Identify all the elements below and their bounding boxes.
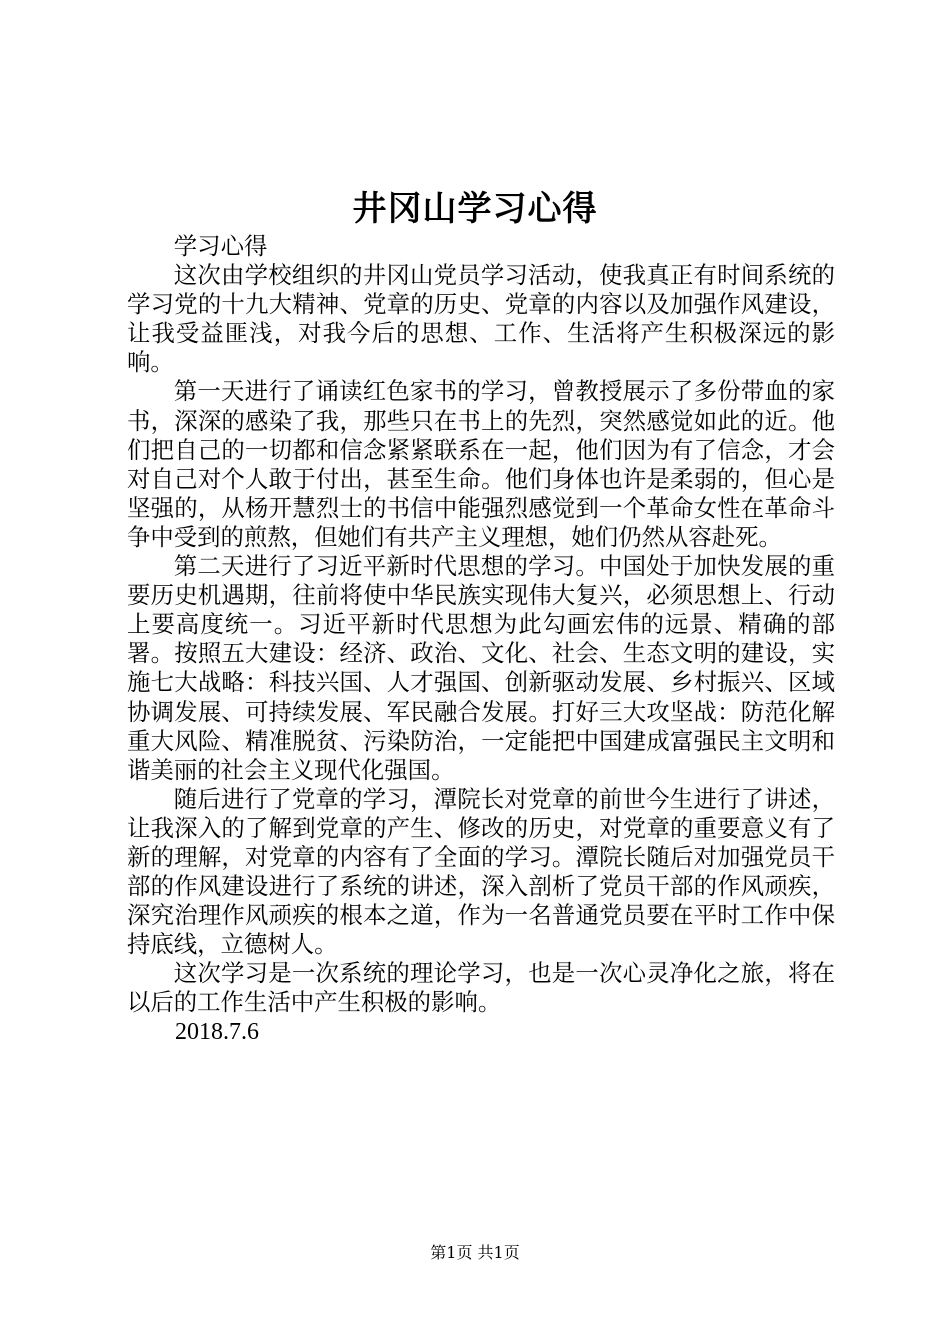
document-title: 井冈山学习心得 <box>352 189 598 229</box>
paragraph-day-two: 第二天进行了习近平新时代思想的学习。中国处于加快发展的重要历史机遇期，往前将使中华民族实现伟大复兴，必须思想上、行动上要高度统一。习近平新时代思想为此勾画宏伟的远景、精确的部署。按照五大建设：经济、政治、文化、社会、生态文明的建设，实施七大战略：科技兴国、人才强国、创新驱动发展、乡村振兴、区域协调发展、可持续发展、军民融合发展。打好三大攻坚战：防范化解重大风险、精准脱贫、污染防治，一定能把中国建成富强民主文明和谐美丽的社会主义现代化强国。 <box>127 552 835 784</box>
paragraph-day-one: 第一天进行了诵读红色家书的学习，曾教授展示了多份带血的家书，深深的感染了我，那些只在书上的先烈，突然感觉如此的近。他们把自己的一切都和信念紧紧联系在一起，他们因为有了信念，才会对自己对个人敢于付出，甚至生命。他们身体也许是柔弱的，但心是坚强的，从杨开慧烈士的书信中能强烈感觉到一个革命女性在革命斗争中受到的煎熬，但她们有共产主义理想，她们仍然从容赴死。 <box>127 377 835 551</box>
paragraph-conclusion: 这次学习是一次系统的理论学习，也是一次心灵净化之旅，将在以后的工作生活中产生积极的影响。 <box>127 959 835 1017</box>
paragraph-heading: 学习心得 <box>173 232 268 260</box>
document-date: 2018.7.6 <box>175 1018 259 1045</box>
paragraph-intro: 这次由学校组织的井冈山党员学习活动，使我真正有时间系统的学习党的十九大精神、党章的历史、党章的内容以及加强作风建设，让我受益匪浅，对我今后的思想、工作、生活将产生积极深远的影响。 <box>127 261 835 377</box>
paragraph-party-constitution: 随后进行了党章的学习，潭院长对党章的前世今生进行了讲述，让我深入的了解到党章的产生、修改的历史，对党章的重要意义有了新的理解，对党章的内容有了全面的学习。潭院长随后对加强党员干部的作风建设进行了系统的讲述，深入剖析了党员干部的作风顽疾，深究治理作风顽疾的根本之道，作为一名普通党员要在平时工作中保持底线，立德树人。 <box>127 784 835 959</box>
document-body <box>127 232 835 1047</box>
page-number-footer: 第1页 共1页 <box>430 1243 520 1262</box>
